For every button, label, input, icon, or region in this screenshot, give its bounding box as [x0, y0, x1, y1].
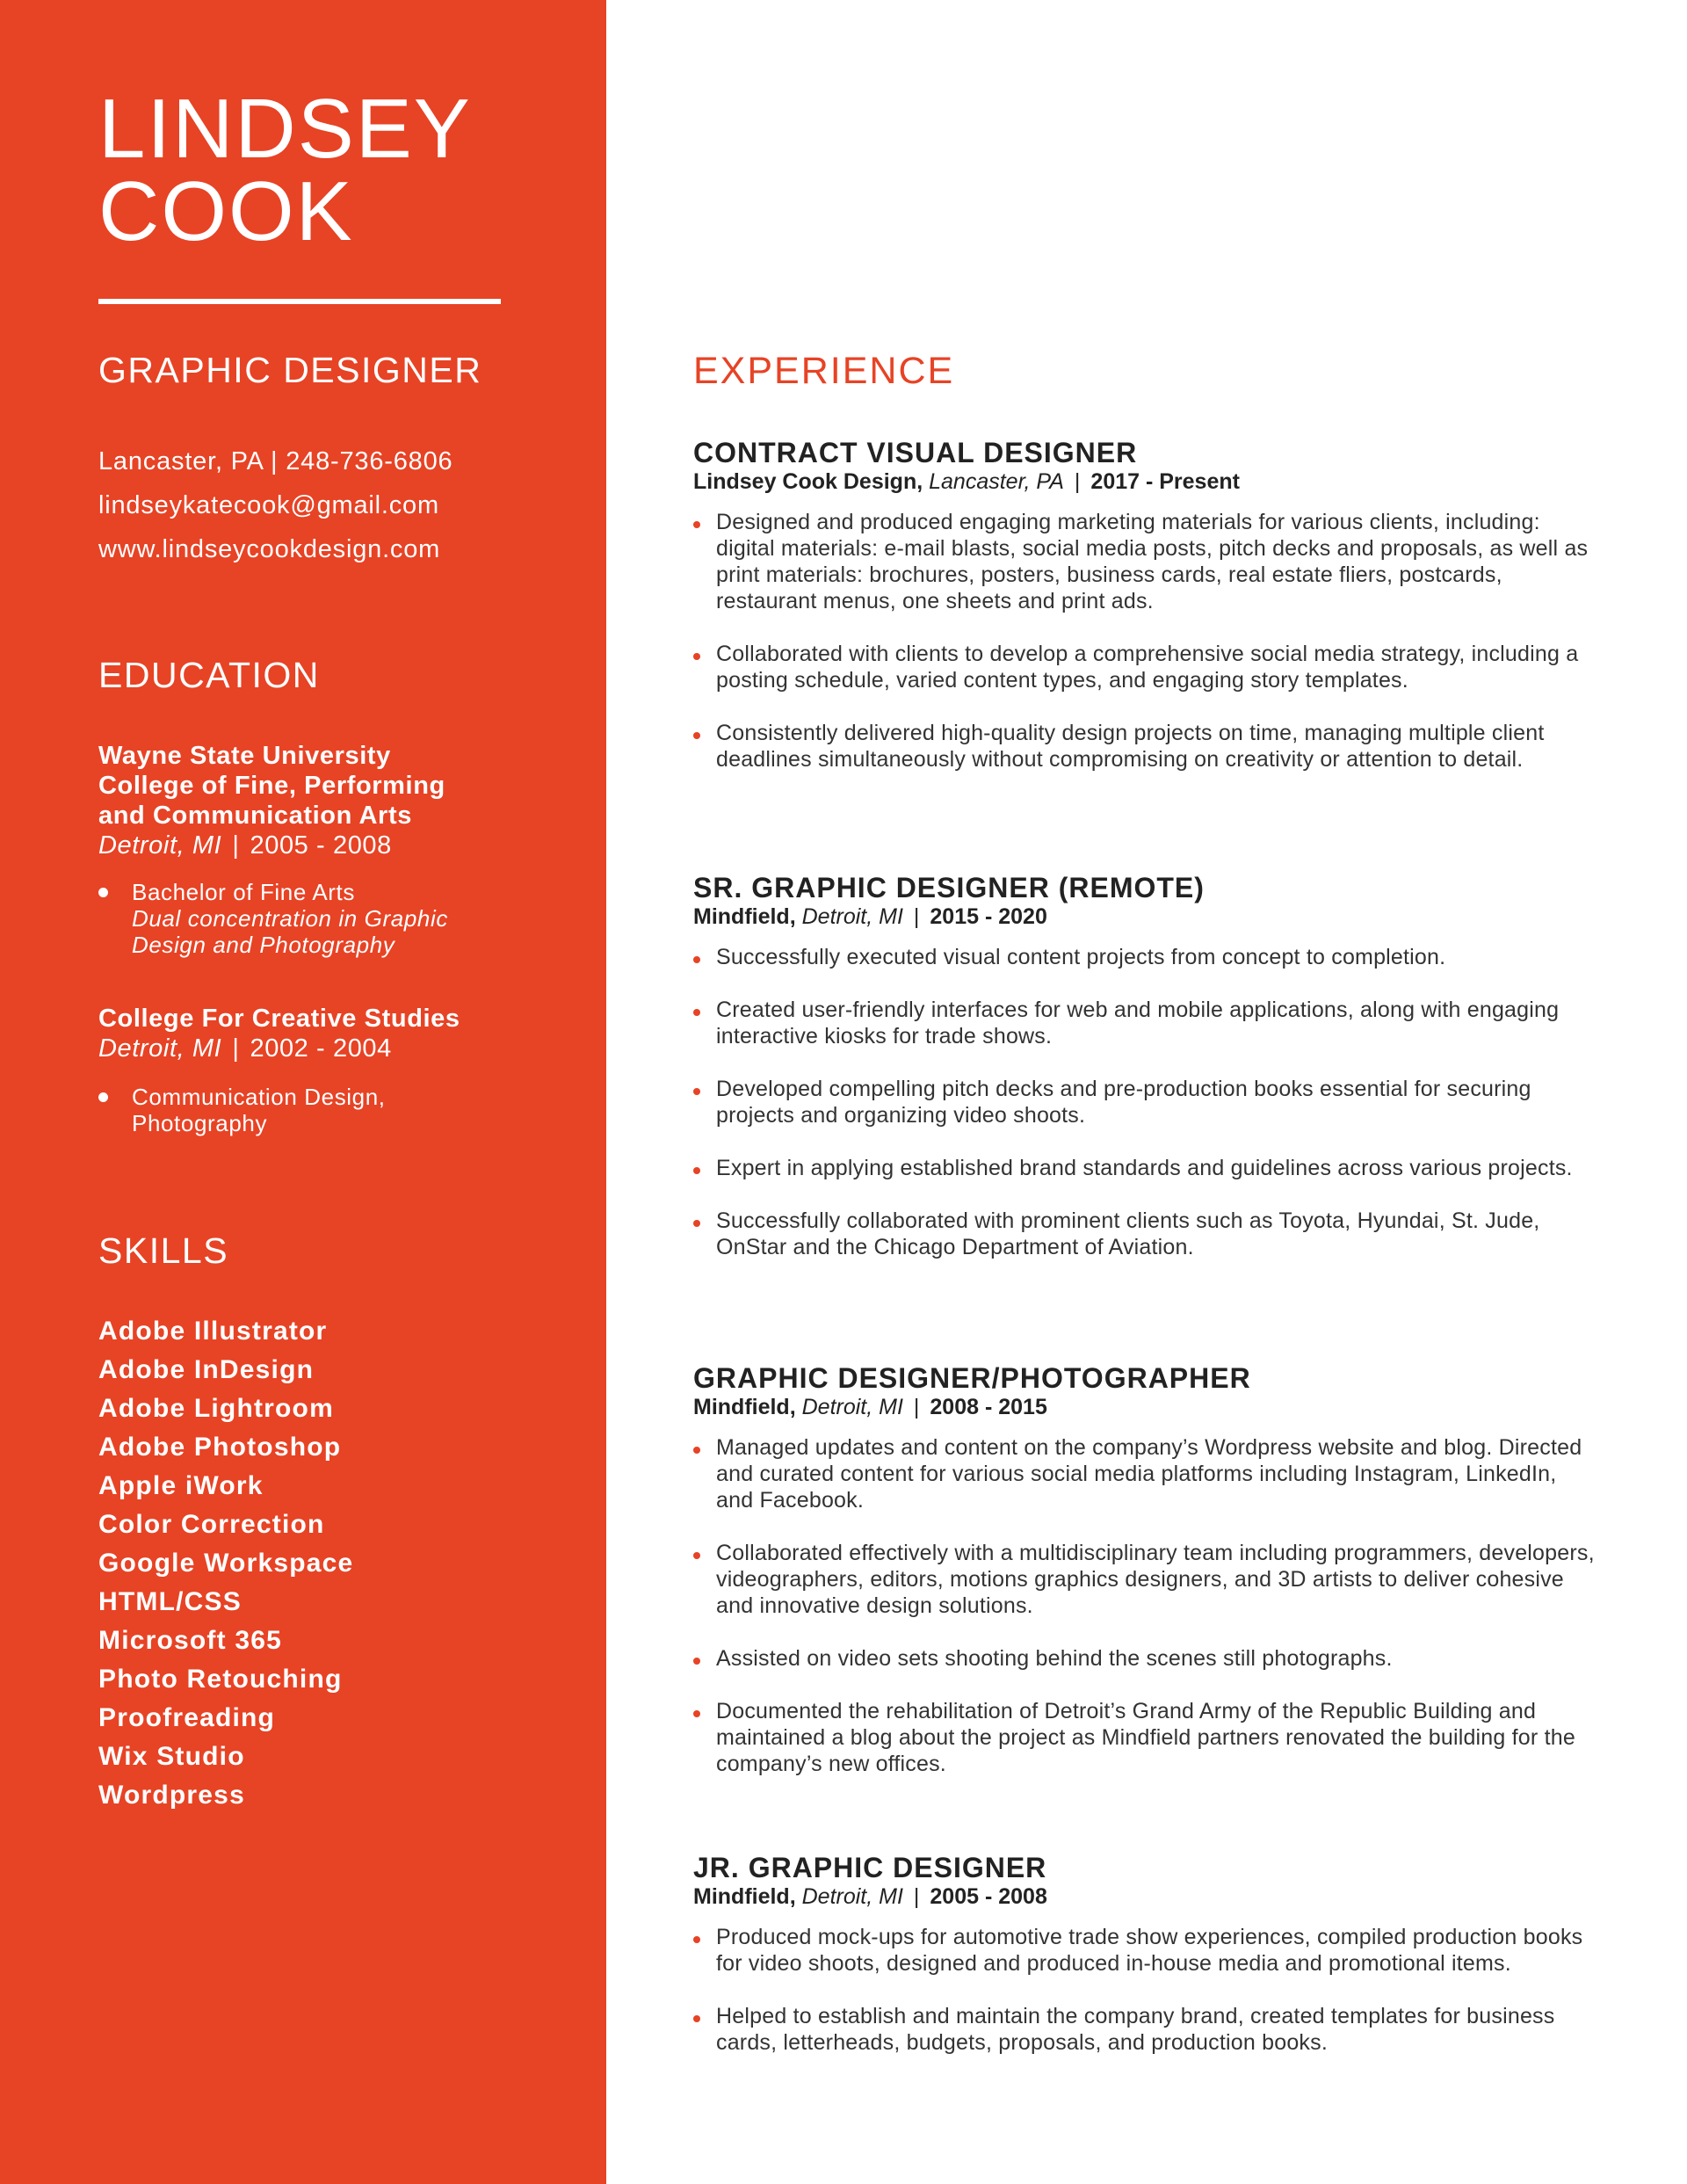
last-name: COOK	[98, 164, 354, 258]
contact-info	[98, 439, 453, 571]
bullet-text: Helped to establish and maintain the company brand, created templates for business cards, letterheads, budgets, proposals, and production books.	[716, 2004, 1555, 2055]
education-heading: EDUCATION	[98, 655, 320, 695]
bullet-dot	[693, 732, 700, 739]
job-title: SR. GRAPHIC DESIGNER (REMOTE)	[693, 872, 1205, 903]
location-phone: Lancaster, PA | 248-736-6806	[98, 447, 453, 475]
skill-item: Wix Studio	[98, 1742, 245, 1771]
bullet-item	[693, 1434, 1598, 1513]
bullet-text: Created user-friendly interfaces for web and mobile applications, along with engaging interactive kiosks for trade shows.	[716, 998, 1560, 1048]
job-bullets	[693, 1434, 1598, 1777]
bullet-text: Expert in applying established brand standards and guidelines across various projects.	[716, 1156, 1573, 1180]
job-years: 2015 - 2020	[930, 904, 1047, 929]
bullet-item	[693, 997, 1598, 1049]
job-bullets	[693, 1924, 1598, 2056]
skill-item: Adobe InDesign	[98, 1355, 315, 1384]
skill-item: HTML/CSS	[98, 1587, 242, 1616]
degree-name-line: Communication Design,	[132, 1084, 386, 1110]
sidebar	[0, 0, 606, 2184]
skill-item: Wordpress	[98, 1781, 245, 1810]
degree-detail-line: Design and Photography	[132, 932, 395, 958]
bullet-dot	[693, 1710, 700, 1717]
bullet-item	[693, 1155, 1598, 1181]
school-ccs	[98, 1004, 460, 1063]
skills-heading: SKILLS	[98, 1230, 229, 1271]
school-location-years	[98, 1034, 460, 1063]
job-bullets	[693, 944, 1598, 1260]
bullet-text: Managed updates and content on the company’s Wordpress website and blog. Directed and curated content for various social media platforms including Instagram, LinkedIn, and Facebook.	[716, 1435, 1582, 1513]
degree-detail-line: Dual concentration in Graphic	[132, 905, 448, 932]
bullet-item	[693, 720, 1598, 773]
bullet-item	[693, 1208, 1598, 1260]
job-location: Lancaster, PA	[929, 469, 1064, 494]
degree-item	[98, 1084, 386, 1136]
bullet-dot	[98, 1092, 108, 1102]
email-link[interactable]: lindseykatecook@gmail.com	[98, 491, 439, 519]
candidate-name	[98, 82, 472, 258]
bullet-dot	[693, 1447, 700, 1454]
bullet-item	[693, 1540, 1598, 1619]
job-years: 2008 - 2015	[930, 1395, 1047, 1419]
job-title: CONTRACT VISUAL DESIGNER	[693, 437, 1138, 468]
first-name: LINDSEY	[98, 82, 472, 176]
job-bullets	[693, 509, 1598, 773]
bullet-text: Assisted on video sets shooting behind the scenes still photographs.	[716, 1646, 1393, 1671]
job-entry	[693, 1362, 1598, 1803]
bullet-item	[693, 1698, 1598, 1777]
bullet-text: Consistently delivered high-quality design projects on time, managing multiple client deadlines simultaneously without compromising on creativity or attention to detail.	[716, 721, 1545, 772]
bullet-dot	[693, 1936, 700, 1943]
experience-heading: EXPERIENCE	[693, 350, 955, 392]
bullet-item	[693, 1645, 1598, 1672]
skill-item: Proofreading	[98, 1703, 276, 1732]
job-years: 2005 - 2008	[930, 1884, 1047, 1909]
bullet-item	[693, 2003, 1598, 2056]
bullet-item	[693, 509, 1598, 614]
skill-item: Google Workspace	[98, 1549, 354, 1578]
school-name-line: Wayne State University	[98, 742, 391, 770]
skills-list	[98, 1312, 353, 1815]
bullet-text: Collaborated with clients to develop a comprehensive social media strategy, including a posting schedule, varied content types, and engaging story templates.	[716, 642, 1579, 693]
job-meta	[693, 903, 1598, 930]
school-wayne-state	[98, 741, 445, 860]
separator: |	[913, 1395, 920, 1419]
degree-item	[98, 879, 448, 958]
school-location: Detroit, MI	[98, 831, 222, 860]
job-meta	[693, 468, 1598, 495]
skill-item: Color Correction	[98, 1510, 325, 1539]
bullet-text: Successfully collaborated with prominent clients such as Toyota, Hyundai, St. Jude, OnStar and the Chicago Department of Aviation.	[716, 1208, 1540, 1259]
separator: |	[232, 831, 240, 860]
school-location-years	[98, 831, 445, 860]
skill-item: Adobe Illustrator	[98, 1317, 328, 1346]
skill-item: Microsoft 365	[98, 1626, 282, 1655]
separator: |	[913, 904, 920, 929]
bullet-dot	[693, 1220, 700, 1227]
job-location: Detroit, MI	[801, 1395, 903, 1419]
bullet-dot	[98, 888, 108, 897]
name-divider	[98, 299, 501, 304]
skill-item: Adobe Photoshop	[98, 1433, 342, 1462]
job-title-heading: GRAPHIC DESIGNER	[98, 350, 482, 390]
job-years: 2017 - Present	[1090, 469, 1240, 494]
bullet-text: Produced mock-ups for automotive trade show experiences, compiled production books for video shoots, designed and produced in-house media and promotional items.	[716, 1925, 1583, 1976]
job-org: Mindfield,	[693, 1395, 796, 1419]
bullet-dot	[693, 521, 700, 528]
job-meta	[693, 1883, 1598, 1910]
job-entry	[693, 1852, 1598, 2082]
bullet-dot	[693, 1658, 700, 1665]
job-org: Mindfield,	[693, 904, 796, 929]
bullet-dot	[693, 1009, 700, 1016]
bullet-dot	[693, 2015, 700, 2022]
job-entry	[693, 437, 1598, 799]
bullet-dot	[693, 1088, 700, 1095]
bullet-dot	[693, 956, 700, 963]
school-name-line: and Communication Arts	[98, 802, 412, 830]
job-location: Detroit, MI	[801, 1884, 903, 1909]
job-title: JR. GRAPHIC DESIGNER	[693, 1852, 1047, 1883]
bullet-item	[693, 1924, 1598, 1977]
bullet-text: Successfully executed visual content projects from concept to completion.	[716, 945, 1446, 969]
school-location: Detroit, MI	[98, 1034, 222, 1063]
job-org: Mindfield,	[693, 1884, 796, 1909]
bullet-text: Documented the rehabilitation of Detroit’s Grand Army of the Republic Building and maintained a blog about the project as Mindfield partners renovated the building for the company’s new offices.	[716, 1699, 1575, 1776]
bullet-dot	[693, 1167, 700, 1174]
bullet-text: Developed compelling pitch decks and pre-production books essential for securing projects and organizing video shoots.	[716, 1077, 1531, 1128]
website-link[interactable]: www.lindseycookdesign.com	[98, 535, 441, 563]
school-name-line: College of Fine, Performing	[98, 772, 445, 800]
job-location: Detroit, MI	[801, 904, 903, 929]
job-entry	[693, 872, 1598, 1287]
job-meta	[693, 1394, 1598, 1420]
bullet-item	[693, 641, 1598, 693]
bullet-item	[693, 1076, 1598, 1128]
school-name-line: College For Creative Studies	[98, 1005, 460, 1033]
job-org: Lindsey Cook Design,	[693, 469, 923, 494]
bullet-dot	[693, 1552, 700, 1559]
bullet-dot	[693, 653, 700, 660]
degree-name-line: Photography	[132, 1110, 268, 1136]
bullet-text: Collaborated effectively with a multidisciplinary team including programmers, developers, videographers, editors, motions graphics designers, and 3D artists to deliver cohesive and innovative design solutions.	[716, 1541, 1595, 1618]
skill-item: Photo Retouching	[98, 1665, 343, 1694]
separator: |	[1074, 469, 1081, 494]
school-years: 2002 - 2004	[250, 1034, 392, 1063]
skill-item: Apple iWork	[98, 1471, 264, 1500]
school-years: 2005 - 2008	[250, 831, 392, 860]
degree-name: Bachelor of Fine Arts	[132, 879, 355, 905]
skill-item: Adobe Lightroom	[98, 1394, 334, 1423]
bullet-item	[693, 944, 1598, 970]
separator: |	[913, 1884, 920, 1909]
job-title: GRAPHIC DESIGNER/PHOTOGRAPHER	[693, 1362, 1251, 1394]
separator: |	[232, 1034, 240, 1063]
bullet-text: Designed and produced engaging marketing materials for various clients, including: digital materials: e-mail blasts, social media posts, pitch decks and proposals, as well as print materials: brochures, posters, business cards, real estate fliers, postcards, restaurant menus, one sheets and print ads.	[716, 510, 1589, 613]
